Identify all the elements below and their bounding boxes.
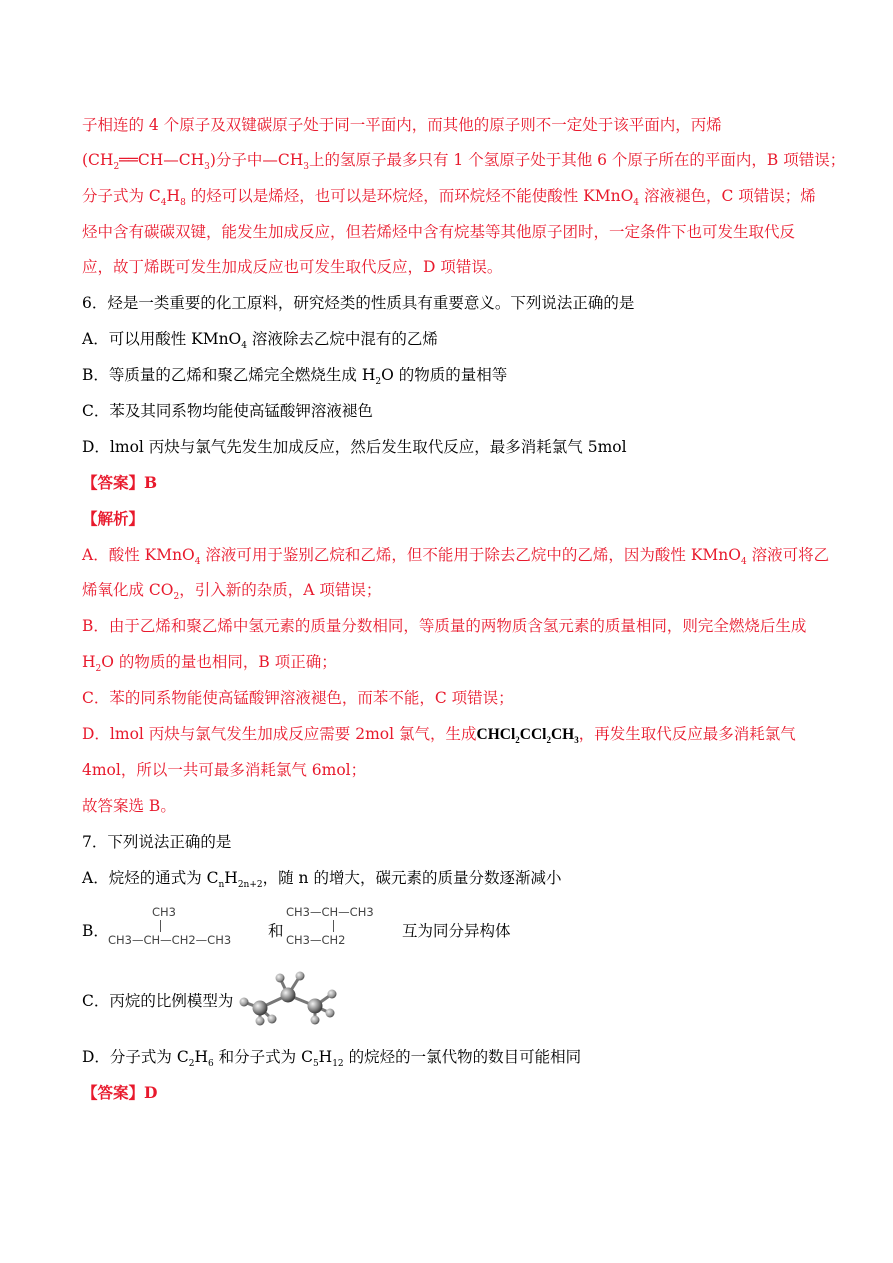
structure-2-branch: CH3—CH2 [286, 933, 346, 947]
explanation-line: 应，故丁烯既可发生加成反应也可发生取代反应，D 项错误。 [82, 258, 503, 276]
analysis-6d-cont: 4mol，所以一共可最多消耗氯气 6mol； [82, 761, 367, 779]
option-6c: C．苯及其同系物均能使高锰酸钾溶液褪色 [82, 402, 373, 420]
analysis-6b-cont: $H_2O$ 的物质的量也相同，B 项正确； [82, 653, 337, 675]
structure-2-chain: CH3—CH—CH3 [286, 905, 374, 919]
question-6: 6．烃是一类重要的化工原料，研究烃类的性质具有重要意义。下列说法正确的是 [82, 294, 635, 312]
answer-7: 【答案】D [82, 1083, 158, 1102]
option-6d: D．lmol 丙炔与氯气先发生加成反应，然后发生取代反应，最多消耗氯气 5mol [82, 438, 627, 456]
structure-2-bond [333, 920, 334, 932]
structure-1-bond [160, 920, 161, 932]
analysis-6-conclusion: 故答案选 B。 [82, 797, 176, 815]
question-7: 7．下列说法正确的是 [82, 833, 232, 851]
option-6a: A．可以用酸性 KMnO$_4$ 溶液除去乙烷中混有的乙烯 [82, 330, 438, 352]
option-7a: A．烷烃的通式为 $C_nH_{2n+2}$，随 n 的增大，碳元素的质量分数逐渐减小 [82, 869, 562, 891]
option-7c: C．丙烷的比例模型为 [82, 992, 234, 1010]
structure-1-branch: CH3 [152, 905, 176, 919]
answer-6: 【答案】B [82, 473, 158, 492]
explanation-line: 分子式为 $C_4H_8$ 的烃可以是烯烃，也可以是环烷烃，而环烷烃不能使酸性 KMnO$_4$ 溶液褪色，C 项错误；烯 [82, 187, 816, 209]
explanation-line: 烃中含有碳碳双键，能发生加成反应，但若烯烃中含有烷基等其他原子团时，一定条件下也可发生取代反 [82, 223, 796, 241]
propane-ball-model-image [230, 968, 345, 1028]
explanation-line: $(CH_2══CH—CH_3)$分子中$—CH_3$上的氢原子最多只有 1 个氢原子处于其他 6 个原子所在的平面内，B 项错误； [82, 151, 846, 173]
analysis-6a-cont: 烯氧化成 $CO_2$，引入新的杂质，A 项错误； [82, 581, 382, 603]
option-6b: B．等质量的乙烯和聚乙烯完全燃烧生成 $H_2O$ 的物质的量相等 [82, 366, 508, 388]
analysis-6a: A．酸性 KMnO$_4$ 溶液可用于鉴别乙烷和乙烯，但不能用于除去乙烷中的乙烯，因为酸性 KMnO$_4$ 溶液可将乙 [82, 546, 830, 568]
option-7b-text: 互为同分异构体 [402, 922, 511, 940]
explanation-line: 子相连的 4 个原子及双键碳原子处于同一平面内，而其他的原子则不一定处于该平面内，丙烯 [82, 116, 722, 134]
option-7b-and: 和 [268, 922, 284, 940]
structure-1-chain: CH3—CH—CH2—CH3 [108, 933, 232, 947]
analysis-heading-6: 【解析】 [82, 509, 145, 528]
option-7b-label: B． [82, 922, 109, 940]
analysis-6d: D．lmol 丙炔与氯气发生加成反应需要 2mol 氯气，生成$CHCl_2CCl_2CH_3$，再发生取代反应最多消耗氯气 [82, 725, 796, 746]
option-7d: D．分子式为 $C_2H_6$ 和分子式为 $C_5H_{12}$ 的烷烃的一氯代物的数目可能相同 [82, 1048, 582, 1070]
analysis-6c: C．苯的同系物能使高锰酸钾溶液褪色，而苯不能，C 项错误； [82, 689, 514, 707]
analysis-6b: B．由于乙烯和聚乙烯中氢元素的质量分数相同，等质量的两物质含氢元素的质量相同，则完全燃烧后生成 [82, 617, 807, 635]
